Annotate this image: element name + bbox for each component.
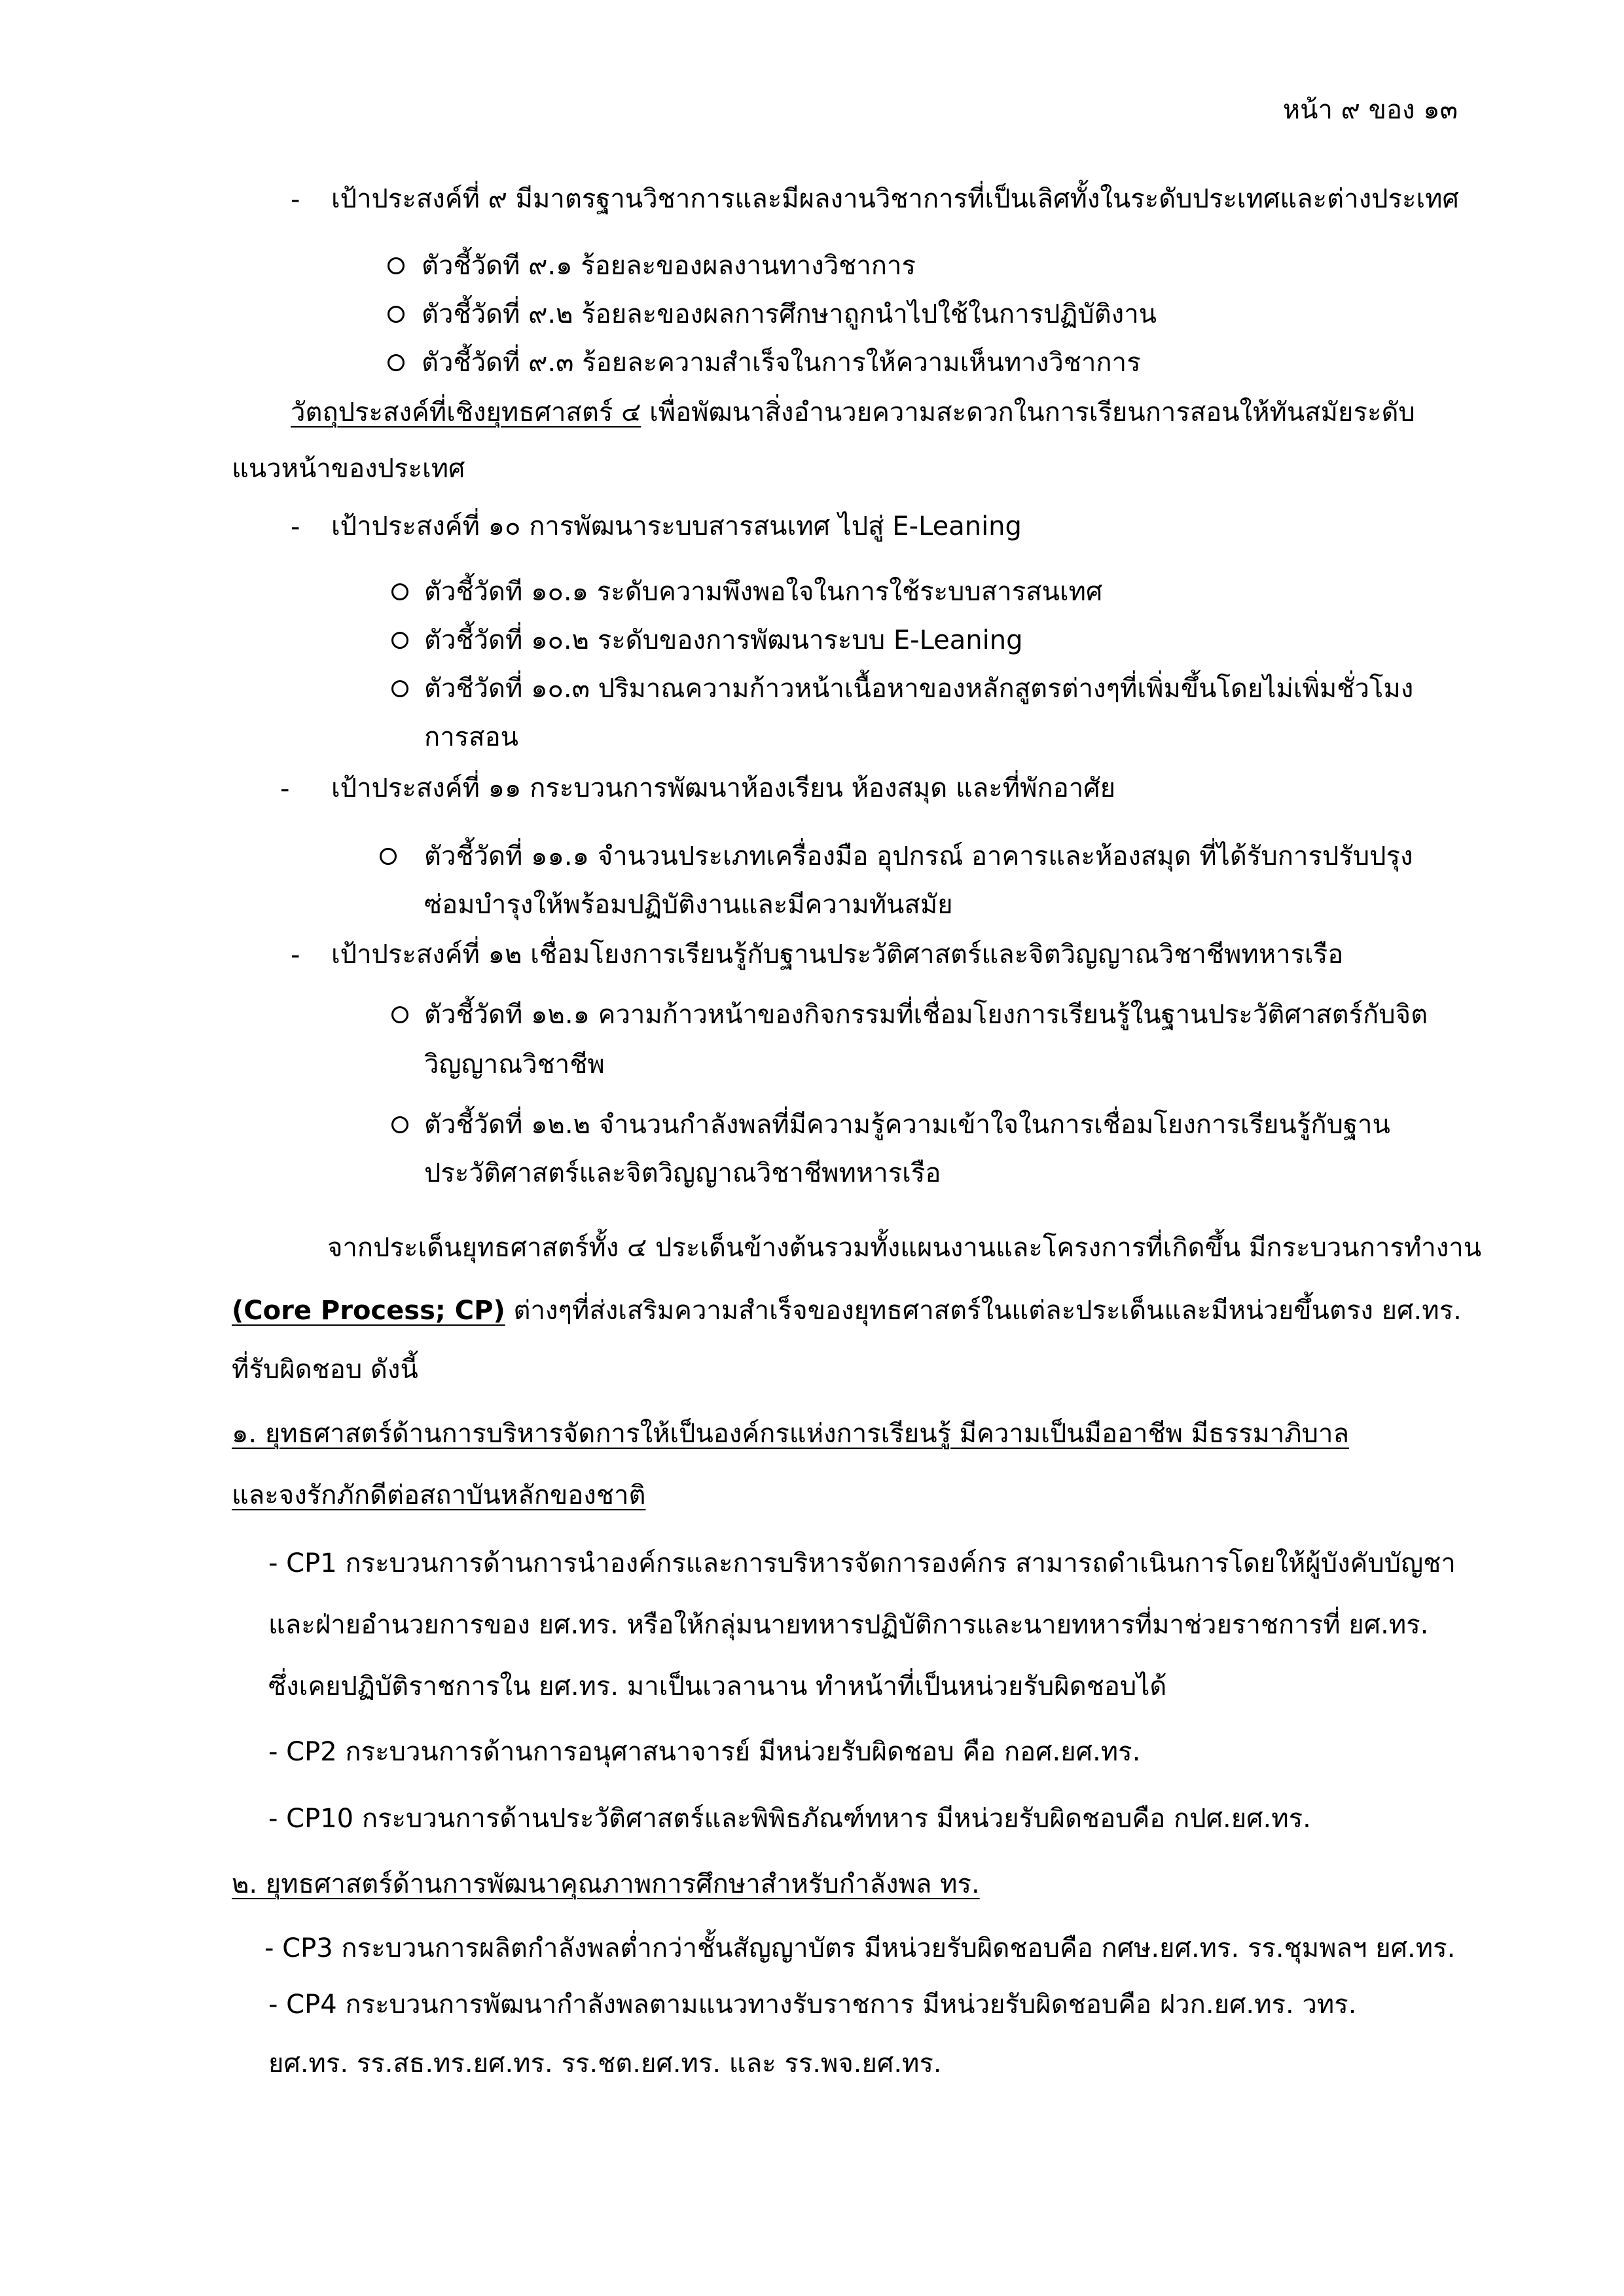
dash-bullet: - xyxy=(291,940,300,970)
strategy-1-cp1-line-1: - CP1 กระบวนการด้านการนำองค์กรและการบริหารจัดการองค์กร สามารถดำเนินการโดยให้ผู้บังคับบัญชา xyxy=(268,1548,1456,1578)
strategy-1-cp10: - CP10 กระบวนการด้านประวัติศาสตร์และพิพิธภัณฑ์ทหาร มีหน่วยรับผิดชอบคือ กปศ.ยศ.ทร. xyxy=(268,1804,1311,1834)
page-number: หน้า ๙ ของ ๑๓ xyxy=(1282,95,1458,125)
goal-10-indicator-3-cont: การสอน xyxy=(424,722,518,752)
strategy-1-heading-cont: และจงรักภักดีต่อสถาบันหลักของชาติ xyxy=(232,1480,646,1510)
goal-12-title: เป้าประสงค์ที่ ๑๒ เชื่อมโยงการเรียนรู้กับฐานประวัติศาสตร์และจิตวิญญาณวิชาชีพทหารเรือ xyxy=(331,939,1344,970)
summary-line-1: จากประเด็นยุทธศาสตร์ทั้ง ๔ ประเด็นข้างต้นรวมทั้งแผนงานและโครงการที่เกิดขึ้น มีกระบวนการทำงาน xyxy=(327,1233,1482,1263)
goal-12-indicator-1: ตัวชี้วัดที ๑๒.๑ ความก้าวหน้าของกิจกรรมที่เชื่อมโยงการเรียนรู้ในฐานประวัติศาสตร์กับจิต xyxy=(424,1000,1428,1030)
strategy-2-cp4-line-2: ยศ.ทร. รร.สธ.ทร.ยศ.ทร. รร.ชต.ยศ.ทร. และ รร.พจ.ยศ.ทร. xyxy=(268,2049,942,2079)
summary-line-2 xyxy=(232,1296,1462,1325)
circle-bullet-icon xyxy=(391,1116,408,1133)
summary-line-2-text: ต่างๆที่ส่งเสริมความสำเร็จของยุทธศาสตร์ในแต่ละประเด็นและมีหน่วยขึ้นตรง ยศ.ทร. xyxy=(505,1296,1462,1326)
goal-9-indicator-1: ตัวชี้วัดที ๙.๑ ร้อยละของผลงานทางวิชาการ xyxy=(422,251,916,281)
goal-11-title: เป้าประสงค์ที่ ๑๑ กระบวนการพัฒนาห้องเรียน ห้องสมุด และที่พักอาศัย xyxy=(331,773,1116,803)
goal-10-title: เป้าประสงค์ที่ ๑๐ การพัฒนาระบบสารสนเทศ ไปสู่ E-Leaning xyxy=(331,511,1022,541)
goal-9-indicator-3: ตัวชี้วัดที่ ๙.๓ ร้อยละความสำเร็จในการให้ความเห็นทางวิชาการ xyxy=(422,348,1141,378)
goal-9-indicator-2: ตัวชี้วัดที่ ๙.๒ ร้อยละของผลการศึกษาถูกนำไปใช้ในการปฏิบัติงาน xyxy=(422,299,1157,329)
circle-bullet-icon xyxy=(391,583,408,600)
goal-12-indicator-2: ตัวชี้วัดที่ ๑๒.๒ จำนวนกำลังพลที่มีความรู้ความเข้าใจในการเชื่อมโยงการเรียนรู้กับฐาน xyxy=(424,1110,1390,1140)
objective-4-text: เพื่อพัฒนาสิ่งอำนวยความสะดวกในการเรียนการสอนให้ทันสมัยระดับ xyxy=(641,397,1415,428)
strategy-2-cp3: - CP3 กระบวนการผลิตกำลังพลต่ำกว่าชั้นสัญญาบัตร มีหน่วยรับผิดชอบคือ กศษ.ยศ.ทร. รร.ชุมพลฯ ยศ.ทร. xyxy=(264,1933,1456,1963)
dash-bullet: - xyxy=(291,185,300,215)
circle-bullet-icon xyxy=(391,632,408,649)
objective-4-line-1 xyxy=(291,398,1415,427)
goal-9-title: เป้าประสงค์ที่ ๙ มีมาตรฐานวิชาการและมีผลงานวิชาการที่เป็นเลิศทั้งในระดับประเทศและต่างประเทศ xyxy=(331,184,1459,214)
strategy-1-cp2: - CP2 กระบวนการด้านการอนุศาสนาจารย์ มีหน่วยรับผิดชอบ คือ กอศ.ยศ.ทร. xyxy=(268,1737,1141,1767)
circle-bullet-icon xyxy=(391,1006,408,1023)
circle-bullet-icon xyxy=(388,257,405,274)
goal-12-indicator-1-cont: วิญญาณวิชาชีพ xyxy=(424,1049,605,1080)
circle-bullet-icon xyxy=(380,848,397,865)
core-process-term: (Core Process; CP) xyxy=(232,1296,505,1326)
strategy-1-cp1-line-2: และฝ่ายอำนวยการของ ยศ.ทร. หรือให้กลุ่มนายทหารปฏิบัติการและนายทหารที่มาช่วยราชการที่ ยศ.ทร. xyxy=(268,1610,1429,1640)
dash-bullet: - xyxy=(291,512,300,542)
summary-line-3: ที่รับผิดชอบ ดังนี้ xyxy=(232,1355,418,1385)
goal-10-indicator-2: ตัวชี้วัดที่ ๑๐.๒ ระดับของการพัฒนาระบบ E-Leaning xyxy=(424,625,1023,655)
strategy-2-cp4-line-1: - CP4 กระบวนการพัฒนากำลังพลตามแนวทางรับราชการ มีหน่วยรับผิดชอบคือ ฝวก.ยศ.ทร. วทร. xyxy=(268,1990,1357,2020)
circle-bullet-icon xyxy=(388,354,405,371)
strategy-2-heading: ๒. ยุทธศาสตร์ด้านการพัฒนาคุณภาพการศึกษาสำหรับกำลังพล ทร. xyxy=(232,1869,980,1899)
circle-bullet-icon xyxy=(391,680,408,697)
dash-bullet: - xyxy=(280,774,290,804)
goal-11-indicator-1-cont: ซ่อมบำรุงให้พร้อมปฏิบัติงานและมีความทันสมัย xyxy=(424,890,953,920)
goal-11-indicator-1: ตัวชี้วัดที่ ๑๑.๑ จำนวนประเภทเครื่องมือ อุปกรณ์ อาคารและห้องสมุด ที่ได้รับการปรับปรุง xyxy=(424,841,1413,871)
objective-4-line-2: แนวหน้าของประเทศ xyxy=(232,454,465,484)
goal-12-indicator-2-cont: ประวัติศาสตร์และจิตวิญญาณวิชาชีพทหารเรือ xyxy=(424,1158,941,1188)
goal-10-indicator-3: ตัวชีวัดที่ ๑๐.๓ ปริมาณความก้าวหน้าเนื้อหาของหลักสูตรต่างๆที่เพิ่มขึ้นโดยไม่เพิ่มชั่วโมง xyxy=(424,674,1414,704)
goal-10-indicator-1: ตัวชี้วัดที ๑๐.๑ ระดับความพึงพอใจในการใช้ระบบสารสนเทศ xyxy=(424,577,1103,607)
circle-bullet-icon xyxy=(388,306,405,323)
strategy-1-cp1-line-3: ซึ่งเคยปฏิบัติราชการใน ยศ.ทร. มาเป็นเวลานาน ทำหน้าที่เป็นหน่วยรับผิดชอบได้ xyxy=(268,1671,1167,1702)
objective-4-label: วัตถุประสงค์ที่เชิงยุทธศาสตร์ ๔ xyxy=(291,397,641,428)
strategy-1-heading: ๑. ยุทธศาสตร์ด้านการบริหารจัดการให้เป็นองค์กรแห่งการเรียนรู้ มีความเป็นมืออาชีพ มีธรรมาภิบาล xyxy=(232,1419,1350,1449)
